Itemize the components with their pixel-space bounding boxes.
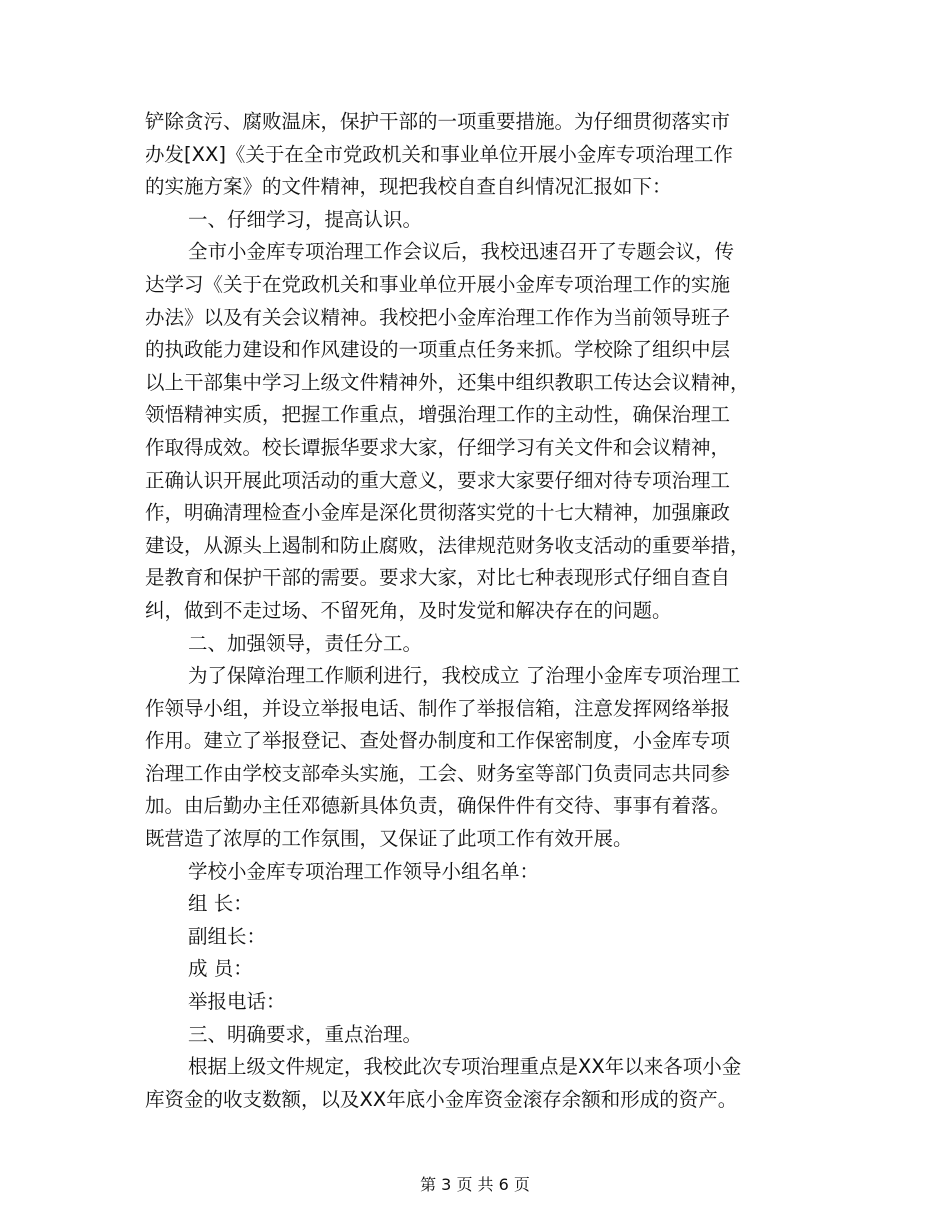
text-line: 库资金的收支数额，以及XX年底小金库资金滚存余额和形成的资产。 bbox=[145, 1087, 738, 1111]
text-line: 加。由后勤办主任邓德新具体负责，确保件件有交待、事事有着落。 bbox=[145, 794, 731, 818]
text-line: 是教育和保护干部的需要。要求大家，对比七种表现形式仔细自查自 bbox=[145, 566, 731, 590]
text-line: 为了保障治理工作顺利进行，我校成立 了治理小金库专项治理工 bbox=[188, 664, 741, 688]
text-line: 三、明确要求，重点治理。 bbox=[188, 1022, 423, 1046]
text-line: 作取得成效。校长谭振华要求大家，仔细学习有关文件和会议精神， bbox=[145, 435, 731, 459]
text-line: 以上干部集中学习上级文件精神外，还集中组织教职工传达会议精神， bbox=[145, 370, 750, 394]
text-line: 作领导小组，并设立举报电话、制作了举报信箱，注意发挥网络举报 bbox=[145, 696, 731, 720]
text-line: 作，明确清理检查小金库是深化贯彻落实党的十七大精神，加强廉政 bbox=[145, 501, 731, 525]
document-body bbox=[145, 106, 817, 1116]
text-line: 纠，做到不走过场、不留死角，及时发觉和解决存在的问题。 bbox=[145, 598, 672, 622]
text-line: 作用。建立了举报登记、查处督办制度和工作保密制度，小金库专项 bbox=[145, 729, 731, 753]
text-line: 全市小金库专项治理工作会议后，我校迅速召开了专题会议，传 bbox=[188, 240, 735, 264]
text-line: 二、加强领导，责任分工。 bbox=[188, 631, 423, 655]
text-line: 根据上级文件规定，我校此次专项治理重点是XX年以来各项小金 bbox=[188, 1055, 742, 1079]
page-footer: 第 3 页 共 6 页 bbox=[420, 1175, 530, 1194]
text-line: 副组长： bbox=[188, 924, 267, 948]
text-line: 一、仔细学习，提高认识。 bbox=[188, 207, 423, 231]
text-line: 的执政能力建设和作风建设的一项重点任务来抓。学校除了组织中层 bbox=[145, 338, 731, 362]
text-line: 办法》以及有关会议精神。我校把小金库治理工作作为当前领导班子 bbox=[145, 305, 731, 329]
text-line: 组 长： bbox=[188, 892, 253, 916]
text-line: 正确认识开展此项活动的重大意义，要求大家要仔细对待专项治理工 bbox=[145, 468, 731, 492]
text-line: 举报电话： bbox=[188, 990, 286, 1014]
text-line: 成 员： bbox=[188, 957, 253, 981]
text-line: 治理工作由学校支部牵头实施，工会、财务室等部门负责同志共同参 bbox=[145, 761, 731, 785]
text-line: 学校小金库专项治理工作领导小组名单： bbox=[188, 859, 540, 883]
text-line: 既营造了浓厚的工作氛围，又保证了此项工作有效开展。 bbox=[145, 827, 633, 851]
text-line: 办发[XX]《关于在全市党政机关和事业单位开展小金库专项治理工作 bbox=[145, 142, 733, 166]
text-line: 的实施方案》的文件精神，现把我校自查自纠情况汇报如下： bbox=[145, 175, 672, 199]
text-line: 领悟精神实质，把握工作重点，增强治理工作的主动性，确保治理工 bbox=[145, 403, 731, 427]
text-line: 建设，从源头上遏制和防止腐败，法律规范财务收支活动的重要举措， bbox=[145, 533, 750, 557]
text-line: 达学习《关于在党政机关和事业单位开展小金库专项治理工作的实施 bbox=[145, 272, 731, 296]
text-line: 铲除贪污、腐败温床，保护干部的一项重要措施。为仔细贯彻落实市 bbox=[145, 110, 731, 133]
